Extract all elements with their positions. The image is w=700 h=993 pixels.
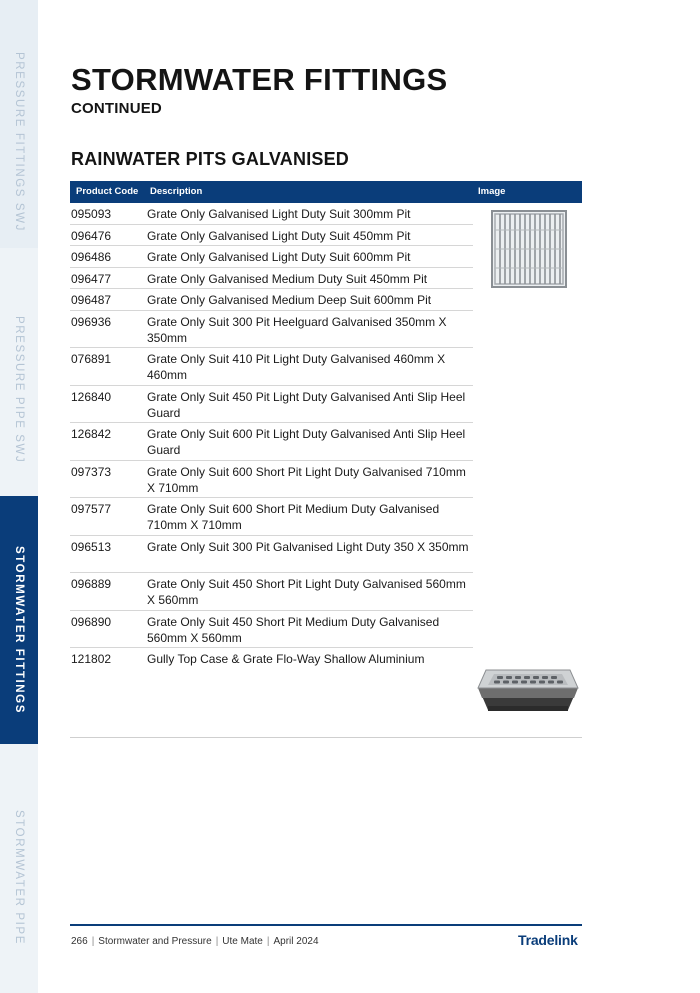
product-code: 095093: [71, 207, 112, 221]
table-row: [70, 536, 473, 574]
page-title: STORMWATER FITTINGS: [71, 62, 448, 97]
product-code: 096890: [71, 614, 112, 629]
table-row: [70, 611, 473, 649]
footer-section: Stormwater and Pressure: [98, 936, 212, 947]
product-code: 096889: [71, 577, 112, 591]
product-description: Grate Only Suit 600 Short Pit Medium Duty Galvanised 710mm X 710mm: [147, 502, 440, 532]
column-header-description: Description: [150, 186, 203, 197]
footer-date: April 2024: [273, 936, 319, 947]
table-bottom-rule: [70, 737, 582, 738]
side-tab-stormwater-pipe[interactable]: [0, 744, 38, 993]
separator: |: [215, 936, 219, 947]
side-tab-stormwater-fittings[interactable]: [0, 496, 38, 744]
product-description: Gully Top Case & Grate Flo-Way Shallow Aluminium: [147, 652, 425, 666]
table-row: [70, 573, 473, 611]
footer-rule: [70, 924, 582, 926]
table-row: [70, 461, 473, 499]
table-row: [70, 268, 473, 290]
product-code: 096936: [71, 314, 112, 329]
table-row: [70, 203, 473, 225]
table-header: [70, 181, 582, 203]
side-tab-label: PRESSURE PIPE SWJ: [13, 316, 25, 464]
tradelink-logo: Tradelink: [518, 932, 578, 948]
product-description: Grate Only Suit 410 Pit Light Duty Galvanised 460mm X 460mm: [147, 352, 446, 382]
product-description: Grate Only Galvanised Light Duty Suit 300mm Pit: [147, 207, 411, 221]
table-row: [70, 423, 473, 461]
product-description: Grate Only Galvanised Light Duty Suit 450mm Pit: [147, 228, 411, 243]
grate-product-image: [491, 210, 567, 288]
separator: |: [91, 936, 95, 947]
side-tab-label: PRESSURE FITTINGS SWJ: [13, 52, 25, 232]
side-tab-label: STORMWATER FITTINGS: [13, 546, 25, 714]
product-code: 096486: [71, 250, 112, 264]
product-description: Grate Only Galvanised Medium Duty Suit 450mm Pit: [147, 271, 428, 286]
table-row: [70, 246, 473, 268]
product-description: Grate Only Galvanised Medium Deep Suit 600mm Pit: [147, 293, 432, 307]
product-code: 126840: [71, 389, 112, 404]
table-row: [70, 311, 473, 349]
table-row: [70, 225, 473, 247]
product-description: Grate Only Galvanised Light Duty Suit 600mm Pit: [147, 250, 411, 264]
gully-top-product-image: [476, 666, 580, 714]
product-code: 096477: [71, 271, 112, 286]
table-row: [70, 386, 473, 424]
page-subtitle: CONTINUED: [71, 100, 162, 117]
column-header-image: Image: [478, 186, 506, 197]
product-description: Grate Only Suit 450 Short Pit Medium Duty Galvanised 560mm X 560mm: [147, 614, 440, 645]
product-code: 096487: [71, 293, 112, 307]
product-description: Grate Only Suit 600 Pit Light Duty Galvanised Anti Slip Heel Guard: [147, 427, 466, 457]
product-code: 097577: [71, 502, 112, 516]
table-row: [70, 289, 473, 311]
separator: |: [266, 936, 270, 947]
table-row: [70, 348, 473, 386]
product-code: 121802: [71, 652, 112, 666]
side-tab-pressure-pipe[interactable]: [0, 248, 38, 496]
product-description: Grate Only Suit 300 Pit Heelguard Galvanised 350mm X 350mm: [147, 314, 447, 345]
column-header-code: Product Code: [76, 186, 139, 197]
section-title: RAINWATER PITS GALVANISED: [71, 149, 350, 169]
product-description: Grate Only Suit 600 Short Pit Light Duty Galvanised 710mm X 710mm: [147, 464, 466, 495]
product-code: 096476: [71, 228, 112, 243]
footer-info: [71, 936, 319, 947]
product-description: Grate Only Suit 450 Short Pit Light Duty Galvanised 560mm X 560mm: [147, 577, 466, 607]
page-number: 266: [71, 936, 88, 947]
product-description: Grate Only Suit 450 Pit Light Duty Galvanised Anti Slip Heel Guard: [147, 389, 466, 420]
table-row: [70, 498, 473, 536]
table-body: [70, 203, 473, 741]
footer-publication: Ute Mate: [222, 936, 263, 947]
product-code: 126842: [71, 427, 112, 441]
product-code: 076891: [71, 352, 112, 366]
side-tab-label: STORMWATER PIPE: [13, 810, 25, 945]
table-row: [70, 648, 473, 741]
product-description: Grate Only Suit 300 Pit Galvanised Light Duty 350 X 350mm: [147, 539, 469, 554]
product-code: 096513: [71, 539, 112, 554]
side-tabs: [0, 0, 38, 993]
side-tab-pressure-fittings[interactable]: [0, 0, 38, 248]
product-code: 097373: [71, 464, 112, 479]
